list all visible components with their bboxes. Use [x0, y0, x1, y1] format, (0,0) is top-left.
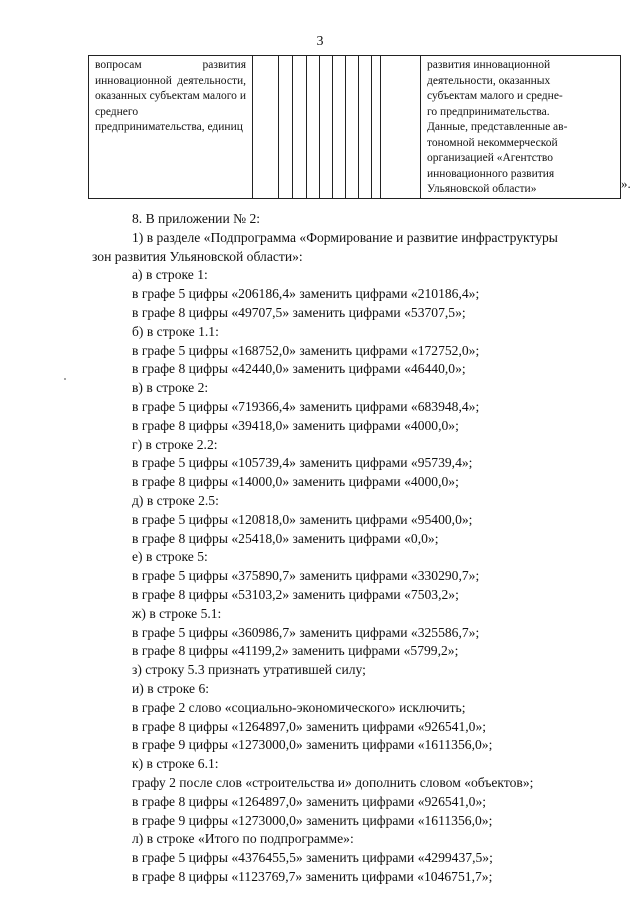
- amendment-line: к) в строке 6.1:: [132, 756, 219, 772]
- amendment-line: в графе 5 цифры «719366,4» заменить цифрами «683948,4»;: [132, 398, 480, 414]
- amendment-list: [92, 266, 622, 886]
- table-cell: [293, 56, 307, 199]
- amendment-line: в графе 2 слово «социально-экономического» исключить;: [132, 699, 466, 715]
- amendment-text: [92, 210, 622, 887]
- amendment-line: в графе 9 цифры «1273000,0» заменить цифрами «1611356,0»;: [132, 737, 493, 753]
- amendment-line: в графе 5 цифры «4376455,5» заменить цифрами «4299437,5»;: [132, 850, 493, 866]
- amendment-line: в графе 8 цифры «49707,5» заменить цифрами «53707,5»;: [132, 304, 466, 320]
- table-cell: [333, 56, 346, 199]
- closing-quote-mark: ».: [621, 176, 631, 191]
- amendment-line: в графе 5 цифры «375890,7» заменить цифрами «330290,7»;: [132, 568, 480, 584]
- methodology-line: Данные, представленные ав-: [427, 121, 568, 133]
- scan-speck: [64, 378, 66, 380]
- amendment-line: в графе 8 цифры «1123769,7» заменить цифрами «1046751,7»;: [132, 868, 493, 884]
- amendment-line: в графе 8 цифры «42440,0» заменить цифрами «46440,0»;: [132, 361, 466, 377]
- amendment-line: в графе 9 цифры «1273000,0» заменить цифрами «1611356,0»;: [132, 812, 493, 828]
- methodology-line: Ульяновской области»: [427, 183, 537, 195]
- methodology-line: тономной некоммерческой: [427, 136, 558, 149]
- amendment-line: в графе 8 цифры «25418,0» заменить цифрами «0,0»;: [132, 530, 439, 546]
- amendment-line: з) строку 5.3 признать утратившей силу;: [132, 662, 366, 678]
- amendment-line: в графе 8 цифры «39418,0» заменить цифрами «4000,0»;: [132, 417, 459, 433]
- amendment-line: в графе 5 цифры «168752,0» заменить цифрами «172752,0»;: [132, 342, 480, 358]
- table-cell: [359, 56, 372, 199]
- table-cell: [346, 56, 359, 199]
- amendment-line: в графе 8 цифры «1264897,0» заменить цифрами «926541,0»;: [132, 793, 487, 809]
- amendment-line: в графе 5 цифры «105739,4» заменить цифрами «95739,4»;: [132, 455, 473, 471]
- table-cell: [279, 56, 293, 199]
- amendment-line: в графе 5 цифры «360986,7» заменить цифрами «325586,7»;: [132, 624, 480, 640]
- methodology-line: развития инновационной: [427, 59, 551, 71]
- continuation-table: [88, 55, 621, 199]
- amendment-line: ж) в строке 5.1:: [132, 605, 222, 621]
- methodology-line: деятельности, оказанных: [427, 74, 551, 87]
- amendment-line: л) в строке «Итого по подпрограмме»:: [132, 831, 354, 847]
- amendment-line: в графе 8 цифры «41199,2» заменить цифрами «5799,2»;: [132, 643, 459, 659]
- amendment-line: в графе 8 цифры «1264897,0» заменить цифрами «926541,0»;: [132, 718, 487, 734]
- methodology-line: субъектам малого и средне-: [427, 90, 563, 102]
- table-cell: [381, 56, 421, 199]
- table-row: [89, 56, 621, 199]
- amendment-line: и) в строке 6:: [132, 680, 210, 696]
- amendment-line: в графе 8 цифры «53103,2» заменить цифрами «7503,2»;: [132, 586, 459, 602]
- amendment-line: г) в строке 2.2:: [132, 436, 218, 452]
- methodology-cell: [421, 56, 621, 199]
- table-cell: [253, 56, 279, 199]
- intro-line: 1) в разделе «Подпрограмма «Формирование и развитие инфраструктуры: [132, 229, 558, 245]
- section-heading: 8. В приложении № 2:: [132, 211, 261, 226]
- page-number: 3: [316, 34, 324, 49]
- amendment-line: е) в строке 5:: [132, 549, 208, 565]
- table-cell: [307, 56, 320, 199]
- table-cell: [320, 56, 333, 199]
- indicator-name-cell: вопросам развития инновационной деятельности, оказанных субъектам малого и среднего предпринимательства, единиц: [89, 56, 253, 199]
- intro-line: зон развития Ульяновской области»:: [92, 248, 303, 264]
- amendment-line: а) в строке 1:: [132, 267, 208, 283]
- amendment-line: в графе 5 цифры «206186,4» заменить цифрами «210186,4»;: [132, 286, 480, 302]
- amendment-line: б) в строке 1.1:: [132, 323, 219, 339]
- methodology-line: го предпринимательства.: [427, 105, 550, 118]
- table-cell: [372, 56, 381, 199]
- amendment-line: в) в строке 2:: [132, 380, 209, 396]
- amendment-line: в графе 8 цифры «14000,0» заменить цифрами «4000,0»;: [132, 474, 459, 490]
- amendment-line: д) в строке 2.5:: [132, 492, 219, 508]
- methodology-line: инновационного развития: [427, 167, 555, 180]
- amendment-line: в графе 5 цифры «120818,0» заменить цифрами «95400,0»;: [132, 511, 473, 527]
- methodology-line: организацией «Агентство: [427, 152, 553, 164]
- amendment-line: графу 2 после слов «строительства и» дополнить словом «объектов»;: [132, 774, 534, 790]
